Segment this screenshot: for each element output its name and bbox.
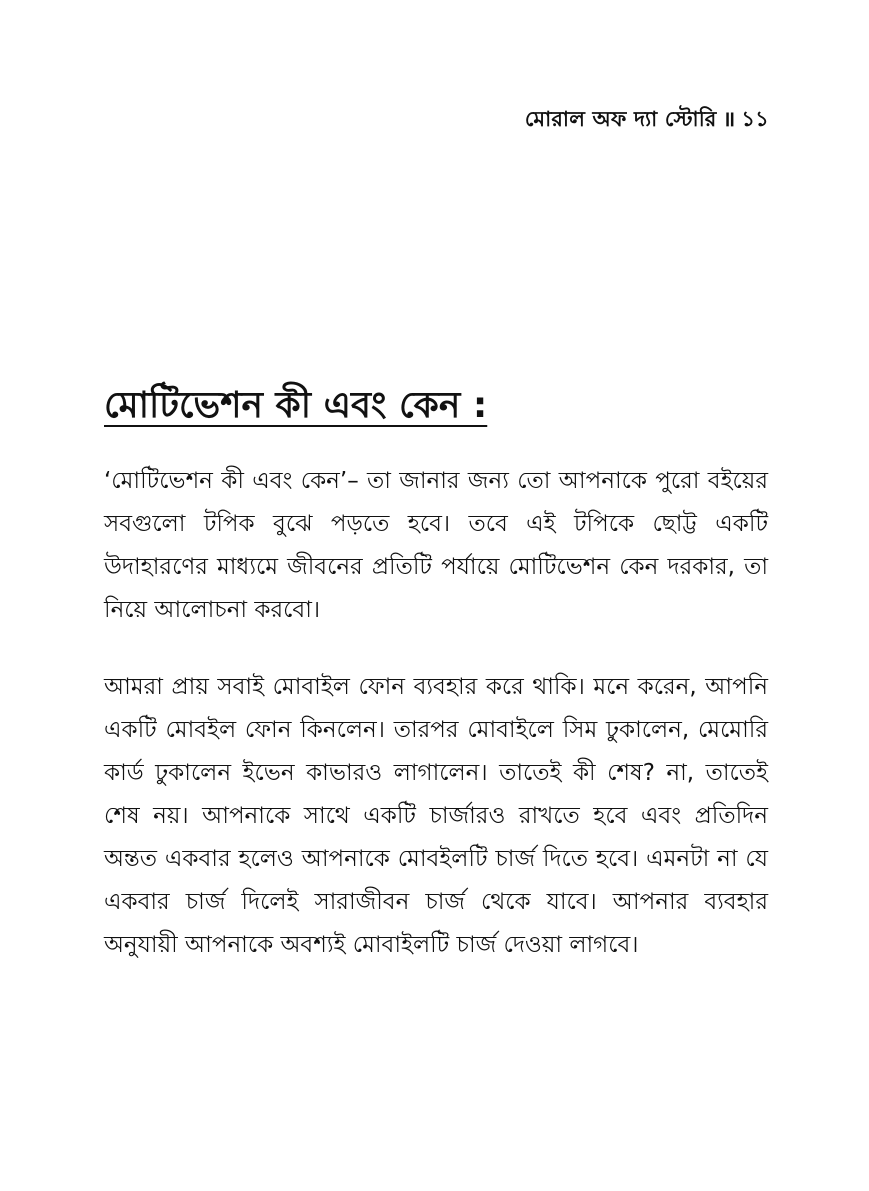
chapter-title: মোটিভেশন কী এবং কেন :: [104, 385, 488, 426]
body-paragraph: আমরা প্রায় সবাই মোবাইল ফোন ব্যবহার করে থাকি। মনে করেন, আপনি একটি মোবইল ফোন কিনলেন। তারপর মোবাইলে সিম ঢুকালেন, মেমোরি কার্ড ঢুকালেন ইভেন কাভারও লাগালেন। তাতেই কী শেষ? না, তাতেই শেষ নয়। আপনাকে সাথে একটি চার্জারও রাখতে হবে এবং প্রতিদিন অন্তত একবার হলেও আপনাকে মোবইলটি চার্জ দিতে হবে। এমনটা না যে একবার চার্জ দিলেই সারাজীবন চার্জ থেকে যাবে। আপনার ব্যবহার অনুযায়ী আপনাকে অবশ্যই মোবাইলটি চার্জ দেওয়া লাগবে।: [104, 674, 768, 958]
header-separator: ॥: [722, 107, 736, 131]
page-number: ১১: [741, 107, 769, 131]
book-title: মোরাল অফ দ্যা স্টোরি: [524, 107, 717, 131]
body-paragraph: ‘মোটিভেশন কী এবং কেন’– তা জানার জন্য তো আপনাকে পুরো বইয়ের সবগুলো টপিক বুঝে পড়তে হবে। তবে এই টপিকে ছোট্ট একটি উদাহারণের মাধ্যমে জীবনের প্রতিটি পর্যায়ে মোটিভেশন কেন দরকার, তা নিয়ে আলোচনা করবো।: [104, 468, 768, 623]
running-header: [525, 103, 769, 138]
